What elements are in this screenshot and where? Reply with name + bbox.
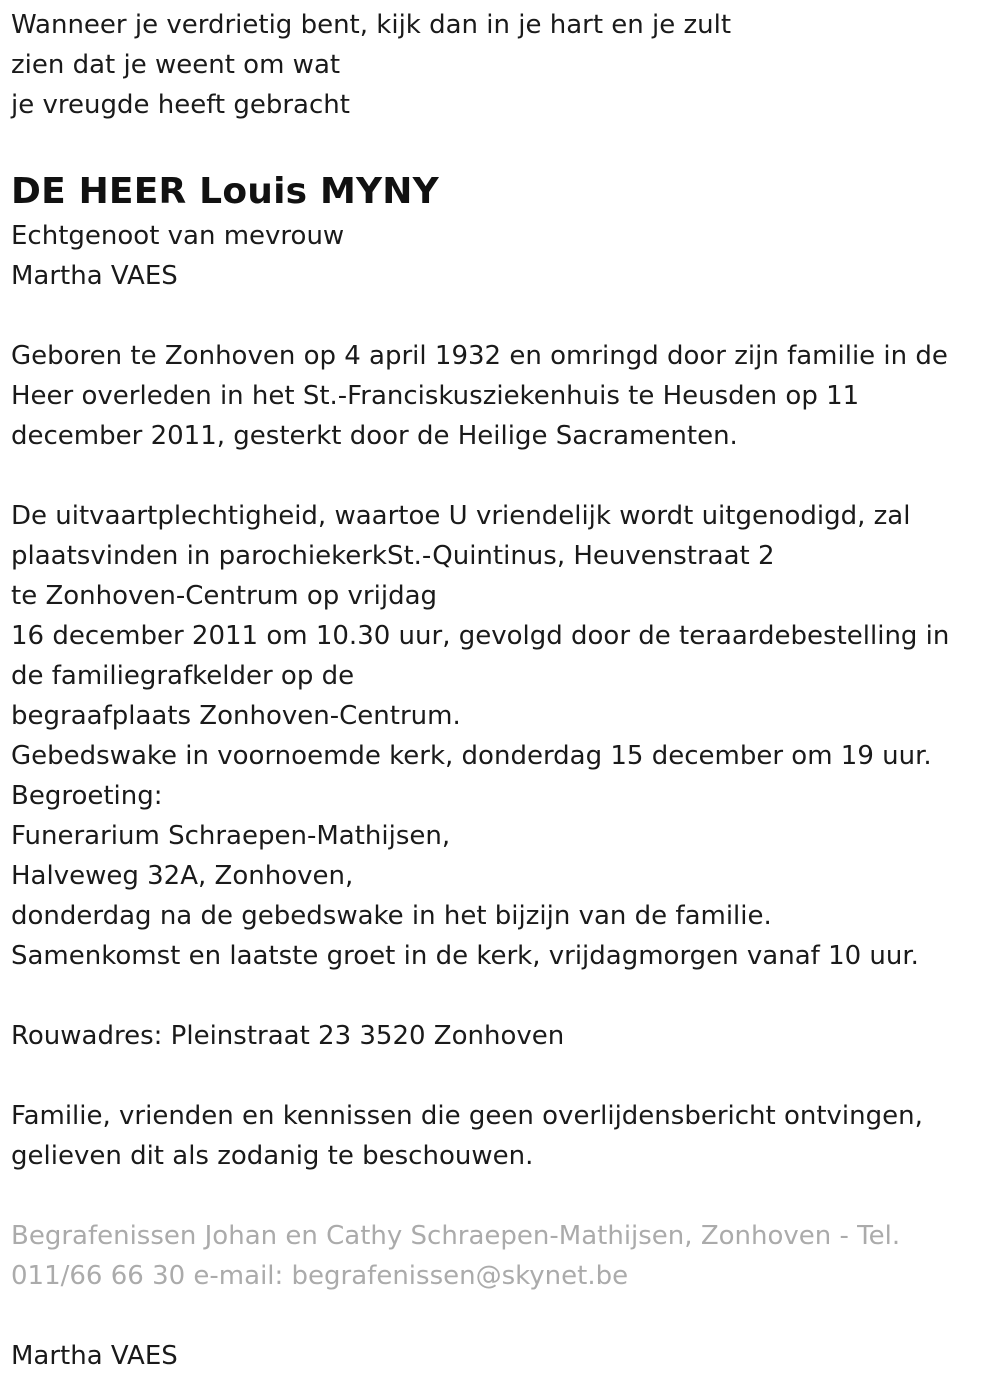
signature-name: Martha VAES <box>11 1341 178 1371</box>
paragraph-line: donderdag na de gebedswake in het bijzijn van de familie. <box>11 901 772 931</box>
spouse-line: Echtgenoot van mevrouw <box>11 221 345 251</box>
spouse-info <box>11 216 986 296</box>
spouse-name: Martha VAES <box>11 261 178 291</box>
obituary-page <box>11 5 986 1376</box>
paragraph-line: gelieven dit als zodanig te beschouwen. <box>11 1141 534 1171</box>
paragraph-line: Halveweg 32A, Zonhoven, <box>11 861 354 891</box>
paragraph-line: begraafplaats Zonhoven-Centrum. <box>11 701 461 731</box>
paragraph-line: 16 december 2011 om 10.30 uur, gevolgd door de teraardebestelling in <box>11 621 950 651</box>
birth-death-paragraph <box>11 336 986 456</box>
footer-line: 011/66 66 30 e-mail: begrafenissen@skynet.be <box>11 1261 629 1291</box>
spacer <box>11 125 986 168</box>
paragraph-line: Funerarium Schraepen-Mathijsen, <box>11 821 451 851</box>
spacer <box>11 976 986 1016</box>
spacer <box>11 1296 986 1336</box>
funeral-home-footer <box>11 1216 986 1296</box>
paragraph-line: Samenkomst en laatste groet in de kerk, vrijdagmorgen vanaf 10 uur. <box>11 941 919 971</box>
paragraph-line: Heer overleden in het St.-Franciskusziekenhuis te Heusden op 11 <box>11 381 860 411</box>
paragraph-line: december 2011, gesterkt door de Heilige Sacramenten. <box>11 421 738 451</box>
paragraph-line: te Zonhoven-Centrum op vrijdag <box>11 581 438 611</box>
paragraph-line: Geboren te Zonhoven op 4 april 1932 en omringd door zijn familie in de <box>11 341 948 371</box>
spacer <box>11 1176 986 1216</box>
deceased-name-title: DE HEER Louis MYNY <box>11 171 439 212</box>
paragraph-line: Familie, vrienden en kennissen die geen overlijdensbericht ontvingen, <box>11 1101 923 1131</box>
paragraph-line: de familiegrafkelder op de <box>11 661 355 691</box>
paragraph-line: Begroeting: <box>11 781 163 811</box>
mourning-address: Rouwadres: Pleinstraat 23 3520 Zonhoven <box>11 1021 565 1051</box>
spacer <box>11 1056 986 1096</box>
spacer <box>11 296 986 336</box>
poem-line: zien dat je weent om wat <box>11 50 341 80</box>
footer-line: Begrafenissen Johan en Cathy Schraepen-Mathijsen, Zonhoven - Tel. <box>11 1221 901 1251</box>
paragraph-line: plaatsvinden in parochiekerkSt.-Quintinus, Heuvenstraat 2 <box>11 541 775 571</box>
spacer <box>11 456 986 496</box>
poem <box>11 5 986 125</box>
paragraph-line: De uitvaartplechtigheid, waartoe U vriendelijk wordt uitgenodigd, zal <box>11 501 911 531</box>
poem-line: Wanneer je verdrietig bent, kijk dan in je hart en je zult <box>11 10 732 40</box>
poem-line: je vreugde heeft gebracht <box>11 90 350 120</box>
notice-paragraph <box>11 1096 986 1176</box>
paragraph-line: Gebedswake in voornoemde kerk, donderdag 15 december om 19 uur. <box>11 741 932 771</box>
ceremony-paragraph <box>11 496 986 976</box>
